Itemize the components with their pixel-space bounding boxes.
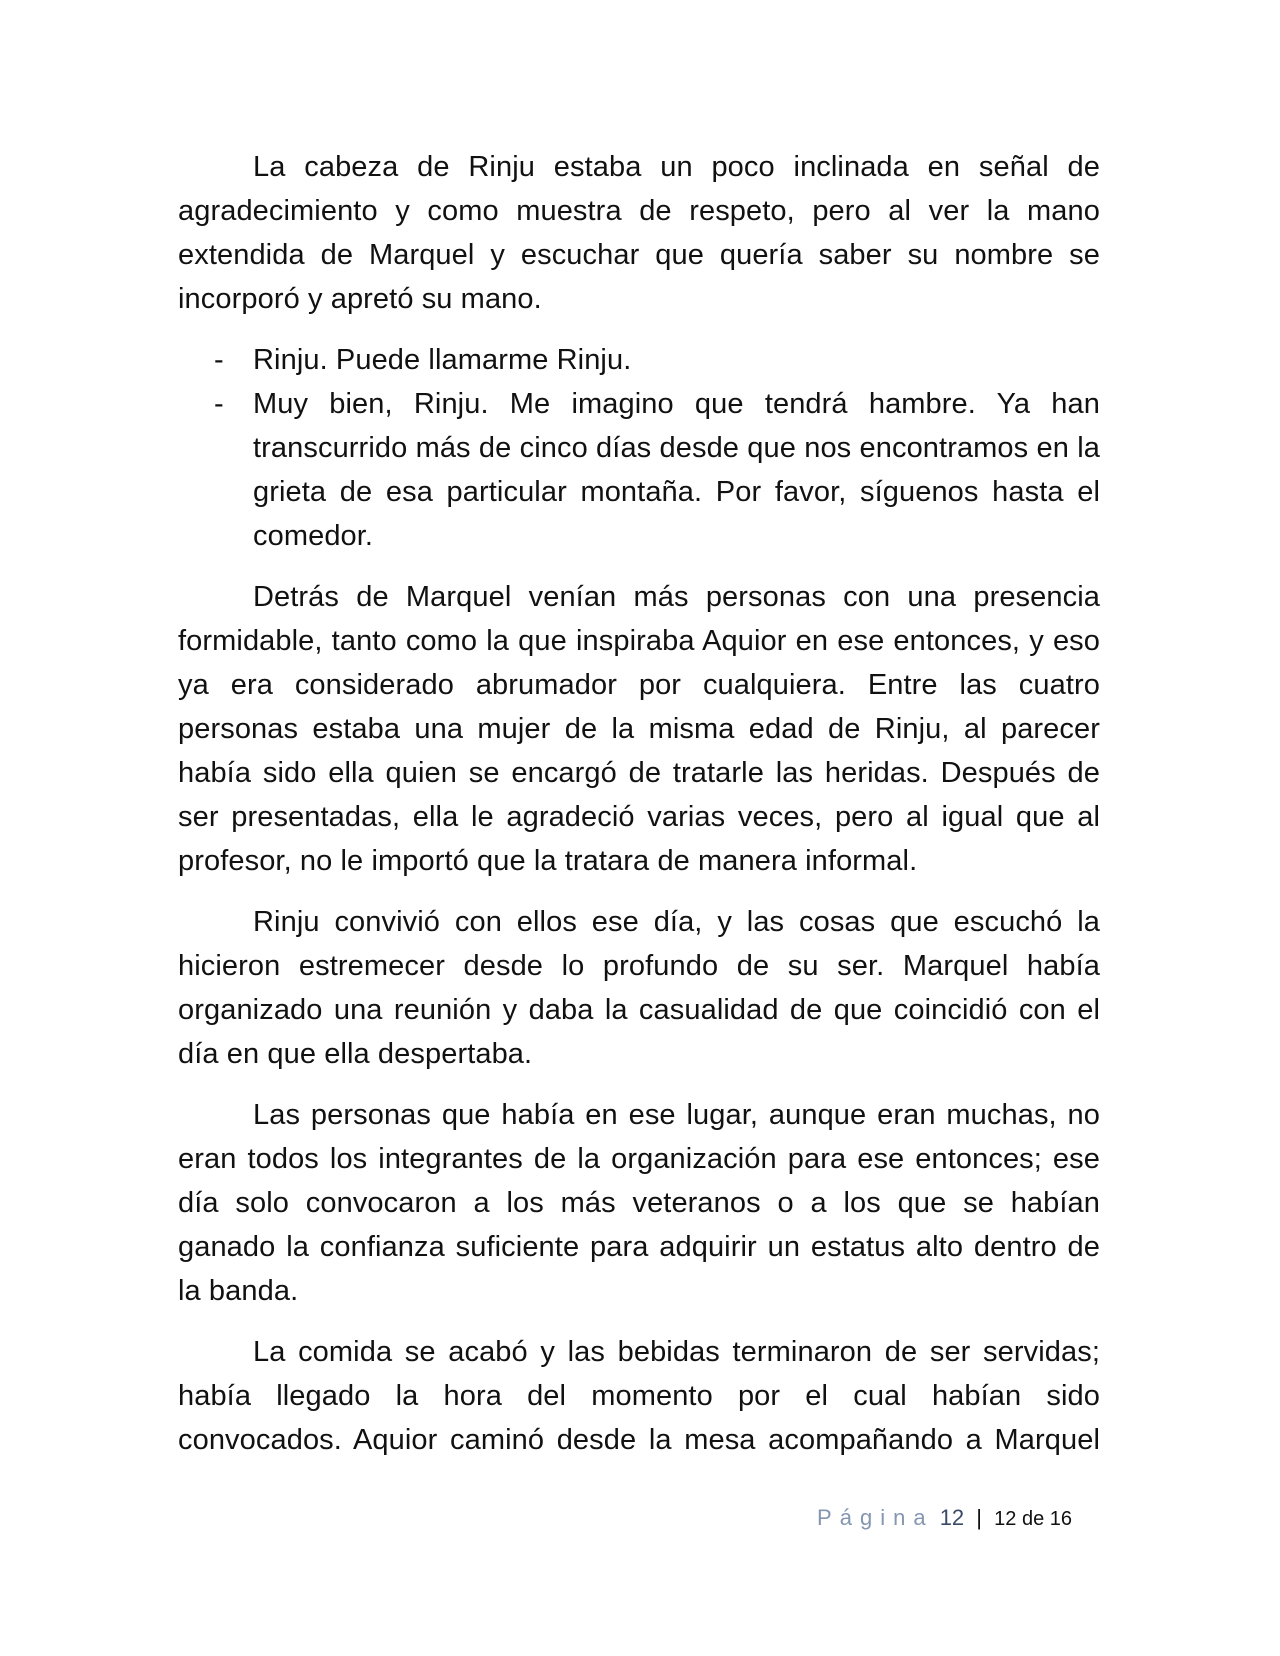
footer-separator: | — [976, 1505, 983, 1530]
paragraph: La cabeza de Rinju estaba un poco inclinada en señal de agradecimiento y como muestra de respeto, pero al ver la mano extendida de Marquel y escuchar que quería saber su nombre se incorporó y apretó su mano. — [178, 151, 1100, 315]
paragraph: Las personas que había en ese lugar, aunque eran muchas, no eran todos los integrantes de la organización para ese entonces; ese día solo convocaron a los más veteranos o a los que se habían ganado la confianza suficiente para adquirir un estatus alto dentro de la banda. — [178, 1099, 1100, 1307]
dialogue-dash: - — [214, 388, 224, 420]
paragraph: Rinju convivió con ellos ese día, y las cosas que escuchó la hicieron estremecer desde lo profundo de su ser. Marquel había organizado una reunión y daba la casualidad de que coincidió con el día en que ella despertaba. — [178, 906, 1100, 1070]
dialogue-list — [178, 338, 1100, 558]
page-number: 12 — [939, 1505, 965, 1530]
dialogue-text: Rinju. Puede llamarme Rinju. — [253, 344, 632, 376]
paragraph: La comida se acabó y las bebidas terminaron de ser servidas; había llegado la hora del momento por el cual habían sido convocados. Aquior caminó desde la mesa acompañando a Marquel — [178, 1336, 1100, 1456]
dialogue-line — [178, 382, 1100, 558]
page-footer — [817, 1503, 1072, 1534]
dialogue-text: Muy bien, Rinju. Me imagino que tendrá hambre. Ya han transcurrido más de cinco días desde que nos encontramos en la grieta de esa particular montaña. Por favor, síguenos hasta el comedor. — [253, 388, 1100, 552]
paragraph: Detrás de Marquel venían más personas con una presencia formidable, tanto como la que inspiraba Aquior en ese entonces, y eso ya era considerado abrumador por cualquiera. Entre las cuatro personas estaba una mujer de la misma edad de Rinju, al parecer había sido ella quien se encargó de tratarle las heridas. Después de ser presentadas, ella le agradeció varias veces, pero al igual que al profesor, no le importó que la tratara de manera informal. — [178, 581, 1100, 877]
page-body — [178, 145, 1100, 1479]
page-word: Página — [817, 1505, 934, 1530]
page-of-total: 12 de 16 — [994, 1508, 1072, 1530]
dialogue-dash: - — [214, 344, 224, 376]
dialogue-line — [178, 338, 1100, 382]
